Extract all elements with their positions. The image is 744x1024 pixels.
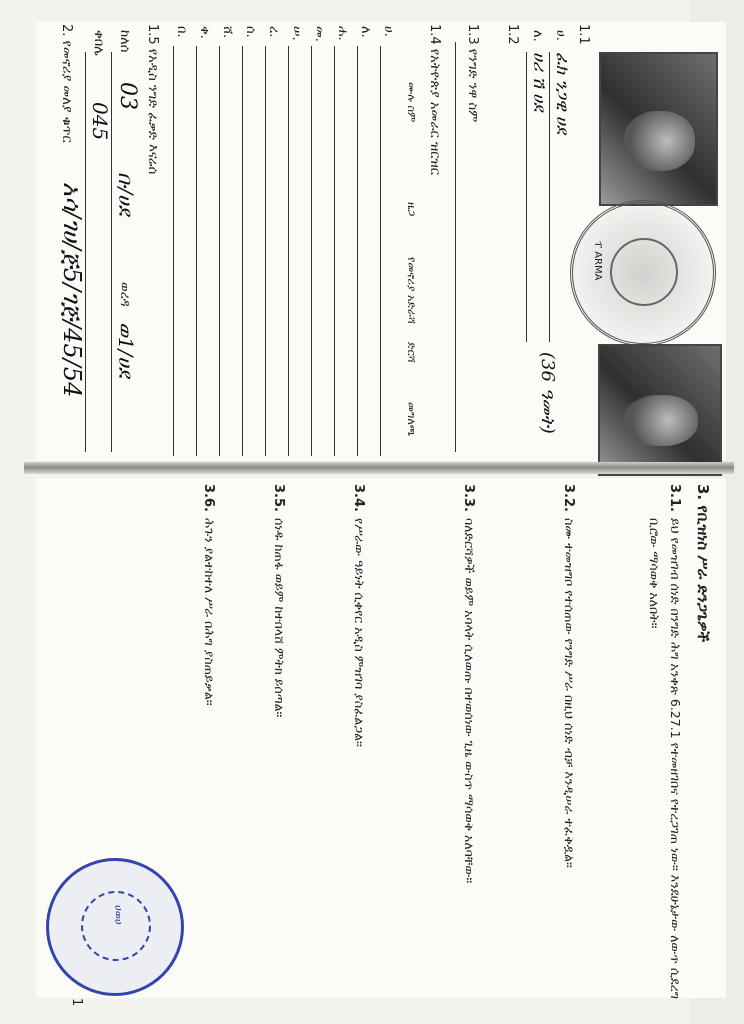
handwritten-name-b: ሀሪ ሽ ሀደ <box>529 52 549 112</box>
handwritten-date-3: ወ1/ሀደ <box>114 322 138 378</box>
date-label-2: ቀበሌ <box>91 30 106 56</box>
col-header-share: ድርሻ <box>405 342 418 363</box>
col-header-name: ሙሉ ስም <box>405 82 418 123</box>
row-letter: ሠ. <box>289 26 304 41</box>
section-1-3: 1.3 የንግድ ንዋ ስም <box>465 24 480 123</box>
col-header-remark: መግለጫ <box>405 402 418 437</box>
blue-stamp-text: ሀወሀ <box>112 905 125 925</box>
blue-official-stamp <box>46 858 184 996</box>
portrait-photo-2 <box>598 344 722 476</box>
row-letter: ሐ. <box>335 26 350 41</box>
row-letter: ቀ. <box>197 26 212 39</box>
section-1-2: 1.2 <box>505 24 520 45</box>
rule-text: ሕጉን ያልተከተለ ሥራ በሕግ ያስጠይቃል። <box>202 518 217 706</box>
row-letter: ሸ. <box>220 26 235 39</box>
official-round-stamp <box>570 200 716 346</box>
handwritten-age: (36 ዓመት) <box>537 352 558 434</box>
date-label-1: ከለሰ <box>117 30 132 53</box>
section-1-4: 1.4 የአትዮጵያ አመራር ዝርዝር <box>427 24 442 175</box>
handwritten-date-1: 03 <box>115 82 140 110</box>
item-letter-b: ለ. <box>530 30 545 42</box>
rule-text: ይህ የመዝገብ ሰነድ በንግድ ሕግ አንቀጽ 6.27.1 የተመዘገበና የተረጋገጠ ነው። እንደሁኔታው ለውጥ ሲደረግ ቢሮው ማሳወቅ አለበት። <box>647 518 683 999</box>
row-letter: ሀ. <box>381 26 396 37</box>
rule-number: 3.6. <box>201 484 216 512</box>
handwritten-date-2: ቡ/ሀደ <box>114 172 138 216</box>
item-letter: ሀ. <box>553 30 568 41</box>
row-letter: ለ. <box>358 26 373 38</box>
rule-number: 3.3. <box>461 484 476 512</box>
date-label-3: ወረዳ <box>117 282 132 307</box>
rule-number: 3.1. <box>667 484 682 512</box>
rule-number: 3.2. <box>561 484 576 512</box>
col-header-address: የመኖሪያ አድራሻ <box>405 257 418 324</box>
rule-text: ስሙ ተመዝግቦ የተሰጠው የንግድ ሥራ በዚህ ሰነድ ብቻ እንዲሠራ ተፈቅዷል። <box>562 518 577 868</box>
handwritten-name: ፈክ ንጋዊ ሀደ <box>552 52 572 135</box>
row-letter: ረ. <box>266 26 281 38</box>
handwritten-date-4: 045 <box>88 102 112 141</box>
left-page <box>36 22 726 460</box>
stamp-text: ፐ ARMA <box>592 241 603 281</box>
row-letter: መ. <box>312 26 327 42</box>
row-letter: በ. <box>174 26 189 38</box>
page-number: 1 <box>69 998 84 1007</box>
col-header-citizenship: ዜጋ <box>405 202 418 217</box>
rule-number: 3.5. <box>271 484 286 512</box>
section-1-5: 1.5 የአዲስ ንግድ ፈቃድ እናሬሰ <box>145 24 160 175</box>
rule-text: የሥራው ዓይነት ሲቀየር አዲስ ምዝገባ ያስፈልጋል። <box>352 518 367 747</box>
rules-heading: 3. የቢዝነስ ሥራ ድንጋጌዎች <box>694 484 712 643</box>
rule-number: 3.4. <box>351 484 366 512</box>
registration-number-handwritten: አሳ/ገሀ/ጅ5/ገጅ/45/54 <box>58 182 86 398</box>
field-number-1-1: 1.1 <box>576 24 591 45</box>
rule-text: ባለድርሻዎች ወይም አባላት ሲለወጡ በተወሰነው ጊዜ ውስጥ ማሳወቅ አለባቸው። <box>462 518 477 884</box>
row-letter: ሰ. <box>243 26 258 38</box>
section-2: 2. የመኖሪያ መለያ ቁጥር <box>59 24 74 143</box>
rule-text: ሰነዱ ከጠፋ ወይም ከተበላሸ ምትክ ይሰጣል። <box>272 518 287 718</box>
portrait-photo <box>599 52 718 206</box>
page-fold <box>24 462 734 474</box>
